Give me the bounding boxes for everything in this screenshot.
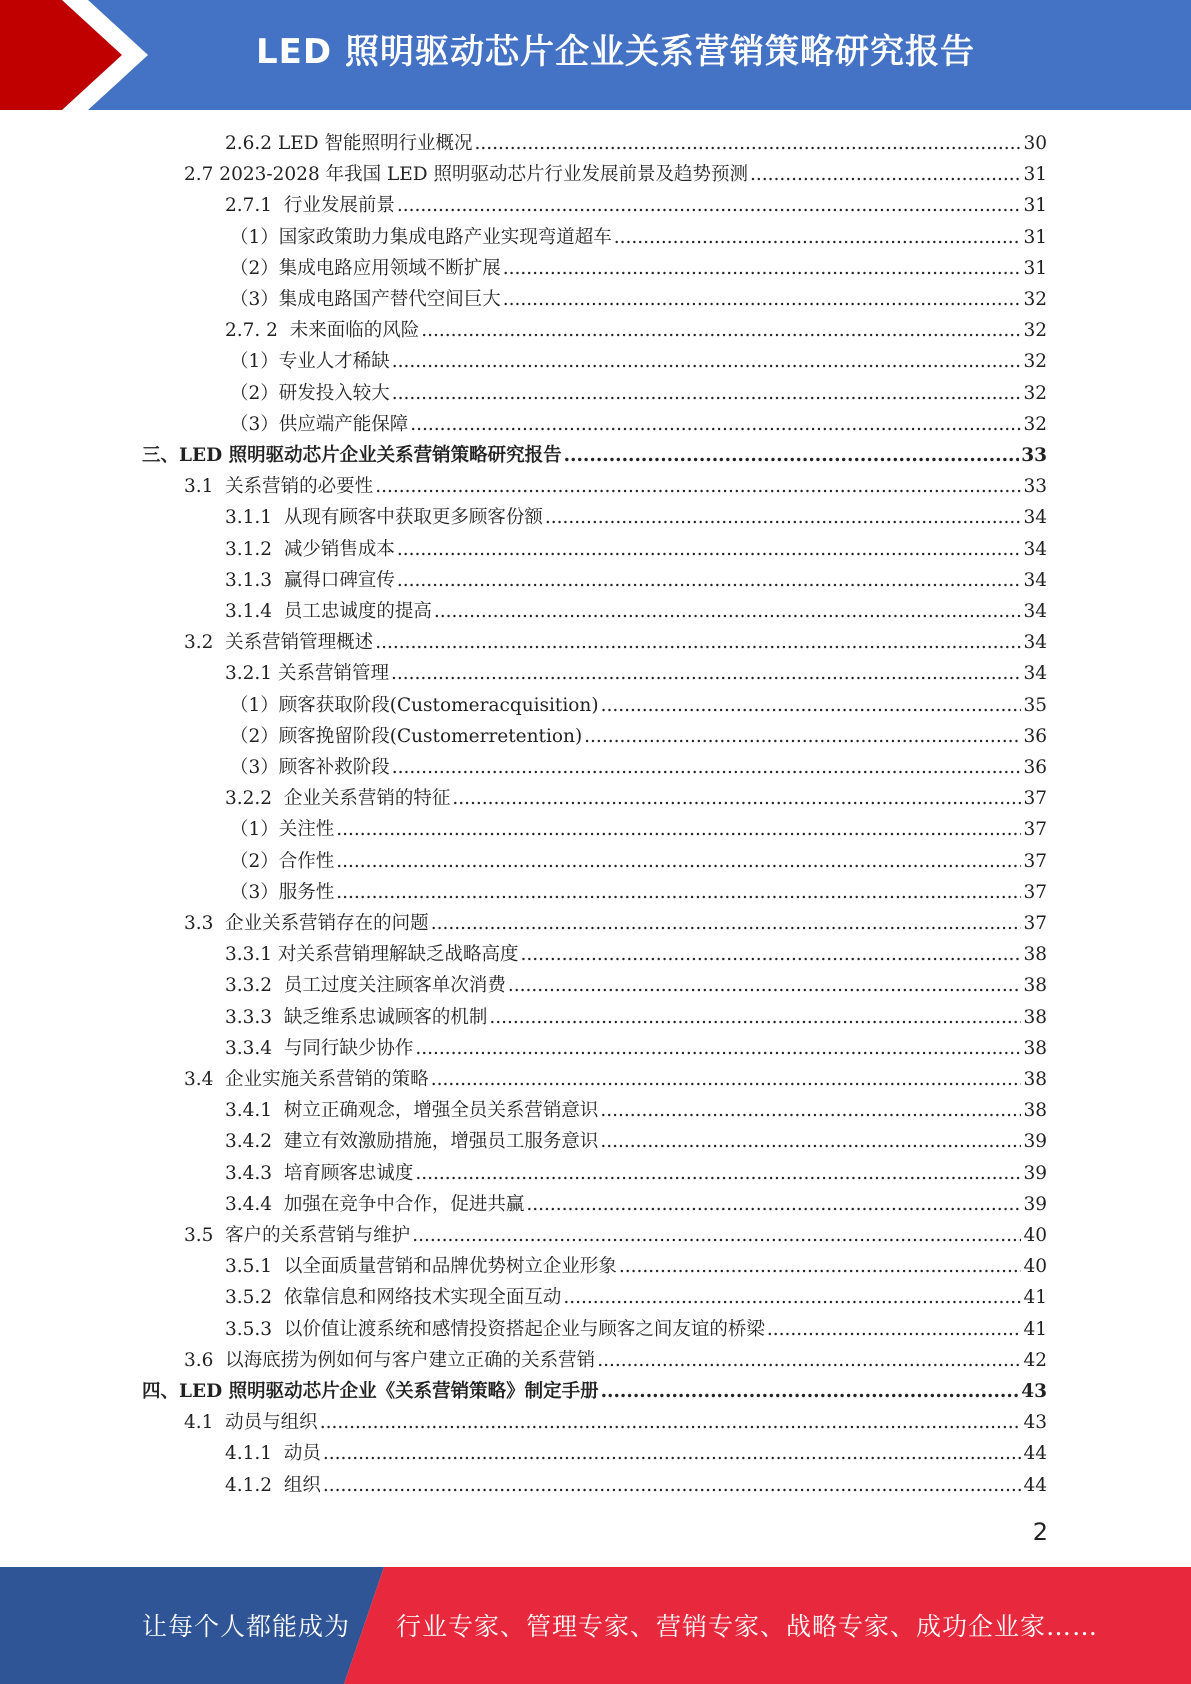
toc-entry-page: 38 bbox=[1023, 1037, 1047, 1059]
toc-dot-leader bbox=[336, 814, 1021, 845]
toc-entry-title: 3.5.3 以价值让渡系统和感情投资搭起企业与顾客之间友谊的桥梁 bbox=[225, 1318, 765, 1340]
toc-dot-leader bbox=[392, 378, 1022, 409]
toc-entry[interactable] bbox=[184, 627, 1047, 658]
toc-entry[interactable] bbox=[225, 1189, 1047, 1220]
toc-dot-leader bbox=[600, 1095, 1021, 1126]
toc-entry[interactable] bbox=[184, 1064, 1047, 1095]
footer-expert-list: 行业专家、管理专家、营销专家、战略专家、成功企业家…… bbox=[396, 1612, 1099, 1641]
toc-dot-leader bbox=[397, 565, 1022, 596]
toc-dot-leader bbox=[320, 1407, 1022, 1438]
toc-entry-title: （1）专业人才稀缺 bbox=[230, 351, 390, 373]
toc-entry[interactable] bbox=[225, 1002, 1047, 1033]
toc-dot-leader bbox=[767, 1314, 1022, 1345]
toc-entry-page: 40 bbox=[1023, 1256, 1047, 1278]
toc-dot-leader bbox=[564, 440, 1020, 471]
toc-dot-leader bbox=[392, 346, 1022, 377]
toc-entry-title: 3.6 以海底捞为例如何与客户建立正确的关系营销 bbox=[184, 1349, 596, 1371]
toc-entry[interactable] bbox=[230, 284, 1047, 315]
toc-entry-page: 34 bbox=[1023, 663, 1047, 685]
report-title: LED 照明驱动芯片企业关系营销策略研究报告 bbox=[256, 32, 975, 72]
toc-entry[interactable] bbox=[230, 752, 1047, 783]
toc-entry-title: 2.7. 2 未来面临的风险 bbox=[225, 320, 420, 342]
toc-entry-page: 39 bbox=[1023, 1131, 1047, 1153]
toc-dot-leader bbox=[375, 471, 1021, 502]
toc-entry-title: （1）顾客获取阶段(Customeracquisition) bbox=[230, 694, 599, 716]
toc-dot-leader bbox=[545, 502, 1022, 533]
toc-entry-title: 3.1.2 减少销售成本 bbox=[225, 538, 395, 560]
toc-entry-page: 34 bbox=[1023, 507, 1047, 529]
toc-dot-leader bbox=[601, 1376, 1020, 1407]
toc-entry-page: 41 bbox=[1023, 1318, 1047, 1340]
page-number: 2 bbox=[1032, 1518, 1048, 1546]
toc-entry[interactable] bbox=[225, 1126, 1047, 1157]
toc-entry[interactable] bbox=[225, 1158, 1047, 1189]
toc-entry[interactable] bbox=[184, 1220, 1047, 1251]
toc-entry-title: 3.4.3 培育顾客忠诚度 bbox=[225, 1162, 414, 1184]
toc-entry-page: 36 bbox=[1023, 757, 1047, 778]
toc-entry-title: （3）顾客补救阶段 bbox=[230, 757, 390, 778]
toc-dot-leader bbox=[503, 284, 1022, 315]
toc-entry-title: 3.1 关系营销的必要性 bbox=[184, 476, 374, 498]
toc-entry-page: 38 bbox=[1023, 975, 1047, 997]
toc-entry-title: 4.1 动员与组织 bbox=[184, 1412, 318, 1434]
toc-dot-leader bbox=[431, 908, 1022, 939]
toc-entry-title: 3.3.2 员工过度关注顾客单次消费 bbox=[225, 975, 506, 997]
toc-entry[interactable] bbox=[225, 128, 1047, 159]
toc-dot-leader bbox=[597, 1345, 1021, 1376]
toc-entry-page: 38 bbox=[1023, 944, 1047, 966]
toc-dot-leader bbox=[526, 1189, 1021, 1220]
toc-entry-page: 32 bbox=[1023, 351, 1047, 373]
toc-entry-title: 3.4.1 树立正确观念，增强全员关系营销意识 bbox=[225, 1100, 599, 1122]
toc-entry[interactable] bbox=[225, 1282, 1047, 1313]
toc-dot-leader bbox=[520, 939, 1021, 970]
footer-slogan: 让每个人都能成为 bbox=[142, 1612, 351, 1641]
toc-entry-page: 37 bbox=[1023, 913, 1047, 934]
toc-entry[interactable] bbox=[230, 877, 1047, 908]
page-footer bbox=[0, 1567, 1191, 1684]
toc-dot-leader bbox=[391, 658, 1021, 689]
toc-entry-title: （2）集成电路应用领域不断扩展 bbox=[230, 257, 501, 279]
toc-entry-page: 37 bbox=[1023, 819, 1047, 841]
toc-dot-leader bbox=[323, 1470, 1022, 1501]
toc-entry-title: （3）服务性 bbox=[230, 881, 335, 903]
toc-entry-page: 38 bbox=[1023, 1100, 1047, 1122]
toc-entry[interactable] bbox=[225, 190, 1047, 221]
toc-entry-page: 33 bbox=[1021, 445, 1047, 466]
toc-entry-title: 3.3.3 缺乏维系忠诚顾客的机制 bbox=[225, 1006, 488, 1028]
toc-entry-title: 3.3.4 与同行缺少协作 bbox=[225, 1037, 414, 1059]
toc-entry-page: 34 bbox=[1023, 569, 1047, 591]
toc-entry-page: 32 bbox=[1023, 413, 1047, 435]
toc-entry-page: 42 bbox=[1023, 1349, 1047, 1371]
toc-entry[interactable] bbox=[230, 378, 1047, 409]
report-header bbox=[0, 0, 1191, 110]
toc-dot-leader bbox=[508, 970, 1022, 1001]
toc-dot-leader bbox=[584, 721, 1021, 752]
toc-entry-page: 37 bbox=[1023, 881, 1047, 903]
toc-dot-leader bbox=[410, 409, 1021, 440]
toc-entry-title: 三、LED 照明驱动芯片企业关系营销策略研究报告 bbox=[142, 445, 562, 466]
toc-entry[interactable] bbox=[230, 253, 1047, 284]
toc-entry-page: 43 bbox=[1023, 1412, 1047, 1434]
toc-entry-title: （1）关注性 bbox=[230, 819, 335, 841]
toc-dot-leader bbox=[397, 534, 1022, 565]
toc-entry[interactable] bbox=[225, 1251, 1047, 1282]
toc-entry-title: 3.2 关系营销管理概述 bbox=[184, 632, 374, 654]
toc-entry-title: 4.1.1 动员 bbox=[225, 1443, 321, 1465]
toc-entry-title: 2.6.2 LED 智能照明行业概况 bbox=[225, 133, 473, 154]
toc-entry-title: 3.5.2 依靠信息和网络技术实现全面互动 bbox=[225, 1287, 562, 1309]
toc-entry[interactable] bbox=[225, 565, 1047, 596]
toc-entry-page: 43 bbox=[1021, 1381, 1047, 1402]
toc-entry-page: 32 bbox=[1023, 320, 1047, 342]
toc-entry[interactable] bbox=[225, 970, 1047, 1001]
toc-entry-page: 38 bbox=[1023, 1006, 1047, 1028]
toc-entry[interactable] bbox=[225, 1314, 1047, 1345]
toc-dot-leader bbox=[614, 222, 1022, 253]
toc-entry[interactable] bbox=[184, 471, 1047, 502]
toc-entry[interactable] bbox=[225, 1438, 1047, 1469]
toc-entry[interactable] bbox=[230, 690, 1047, 721]
toc-entry-title: 3.1.1 从现有顾客中获取更多顾客份额 bbox=[225, 507, 543, 529]
toc-entry[interactable] bbox=[230, 814, 1047, 845]
toc-entry-page: 30 bbox=[1023, 133, 1047, 154]
toc-entry-page: 34 bbox=[1023, 632, 1047, 654]
toc-entry-page: 44 bbox=[1023, 1443, 1047, 1465]
toc-entry-title: 3.4.4 加强在竞争中合作，促进共赢 bbox=[225, 1193, 525, 1215]
toc-entry-page: 37 bbox=[1023, 850, 1047, 872]
toc-entry-title: （2）合作性 bbox=[230, 850, 335, 872]
toc-dot-leader bbox=[323, 1438, 1022, 1469]
toc-dot-leader bbox=[750, 159, 1021, 190]
toc-entry[interactable] bbox=[225, 1095, 1047, 1126]
toc-entry-title: 3.3.1 对关系营销理解缺乏战略高度 bbox=[225, 944, 519, 966]
toc-entry-page: 39 bbox=[1023, 1193, 1047, 1215]
toc-entry[interactable] bbox=[225, 1033, 1047, 1064]
toc-entry[interactable] bbox=[225, 783, 1047, 814]
toc-entry-page: 32 bbox=[1023, 289, 1047, 310]
toc-entry-page: 31 bbox=[1023, 257, 1047, 279]
toc-entry-page: 31 bbox=[1023, 164, 1047, 186]
toc-entry-title: 3.3 企业关系营销存在的问题 bbox=[184, 913, 429, 934]
toc-dot-leader bbox=[397, 190, 1022, 221]
toc-entry[interactable] bbox=[142, 440, 1047, 471]
toc-dot-leader bbox=[431, 1064, 1022, 1095]
toc-entry[interactable] bbox=[225, 1470, 1047, 1501]
toc-entry[interactable] bbox=[225, 502, 1047, 533]
toc-entry-page: 35 bbox=[1023, 694, 1047, 716]
toc-entry-title: （2）顾客挽留阶段(Customerretention) bbox=[230, 725, 583, 747]
toc-entry[interactable] bbox=[184, 159, 1047, 190]
toc-entry-title: 2.7 2023-2028 年我国 LED 照明驱动芯片行业发展前景及趋势预测 bbox=[184, 164, 748, 186]
toc-entry[interactable] bbox=[230, 721, 1047, 752]
toc-entry-title: 4.1.2 组织 bbox=[225, 1474, 321, 1496]
toc-entry-page: 33 bbox=[1023, 476, 1047, 498]
toc-entry-page: 38 bbox=[1023, 1069, 1047, 1090]
toc-dot-leader bbox=[563, 1282, 1021, 1313]
toc-entry-page: 41 bbox=[1023, 1287, 1047, 1309]
toc-dot-leader bbox=[474, 128, 1021, 159]
toc-dot-leader bbox=[392, 752, 1022, 783]
toc-entry-page: 36 bbox=[1023, 725, 1047, 747]
toc-entry-page: 31 bbox=[1023, 226, 1047, 248]
toc-entry-title: 3.1.3 赢得口碑宣传 bbox=[225, 569, 395, 591]
toc-dot-leader bbox=[619, 1251, 1022, 1282]
toc-entry-title: 3.2.2 企业关系营销的特征 bbox=[225, 788, 451, 810]
toc-entry-title: 2.7.1 行业发展前景 bbox=[225, 195, 395, 217]
toc-entry-title: （3）集成电路国产替代空间巨大 bbox=[230, 289, 501, 310]
toc-dot-leader bbox=[503, 253, 1022, 284]
toc-dot-leader bbox=[421, 315, 1021, 346]
toc-entry[interactable] bbox=[230, 346, 1047, 377]
toc-entry-page: 31 bbox=[1023, 195, 1047, 217]
toc-entry[interactable] bbox=[230, 846, 1047, 877]
toc-entry-page: 40 bbox=[1023, 1225, 1047, 1246]
toc-entry[interactable] bbox=[184, 908, 1047, 939]
toc-entry-title: （1）国家政策助力集成电路产业实现弯道超车 bbox=[230, 226, 612, 248]
toc-dot-leader bbox=[336, 877, 1021, 908]
toc-entry[interactable] bbox=[230, 409, 1047, 440]
toc-entry[interactable] bbox=[225, 939, 1047, 970]
toc-entry-title: 3.5.1 以全面质量营销和品牌优势树立企业形象 bbox=[225, 1256, 617, 1278]
toc-entry-title: 3.4.2 建立有效激励措施，增强员工服务意识 bbox=[225, 1131, 599, 1153]
toc-entry-page: 44 bbox=[1023, 1474, 1047, 1496]
toc-dot-leader bbox=[415, 1158, 1021, 1189]
toc-entry-title: （3）供应端产能保障 bbox=[230, 413, 409, 435]
toc-entry[interactable] bbox=[225, 534, 1047, 565]
toc-entry[interactable] bbox=[225, 315, 1047, 346]
toc-dot-leader bbox=[412, 1220, 1021, 1251]
toc-dot-leader bbox=[452, 783, 1021, 814]
toc-entry[interactable] bbox=[225, 658, 1047, 689]
toc-entry-title: 3.1.4 员工忠诚度的提高 bbox=[225, 601, 432, 622]
toc-entry-title: 四、LED 照明驱动芯片企业《关系营销策略》制定手册 bbox=[142, 1381, 599, 1402]
toc-dot-leader bbox=[600, 1126, 1021, 1157]
toc-entry-page: 37 bbox=[1023, 788, 1047, 810]
toc-entry[interactable] bbox=[184, 1345, 1047, 1376]
toc-dot-leader bbox=[415, 1033, 1021, 1064]
toc-entry-title: （2）研发投入较大 bbox=[230, 382, 390, 404]
toc-entry-page: 32 bbox=[1023, 382, 1047, 404]
toc-entry-page: 39 bbox=[1023, 1162, 1047, 1184]
toc-entry-page: 34 bbox=[1023, 538, 1047, 560]
toc-entry-title: 3.4 企业实施关系营销的策略 bbox=[184, 1069, 429, 1090]
toc-entry[interactable] bbox=[184, 1407, 1047, 1438]
toc-dot-leader bbox=[489, 1002, 1021, 1033]
toc-dot-leader bbox=[336, 846, 1021, 877]
toc-entry[interactable] bbox=[142, 1376, 1047, 1407]
toc-entry-page: 34 bbox=[1023, 601, 1047, 622]
toc-entry-title: 3.5 客户的关系营销与维护 bbox=[184, 1225, 411, 1246]
toc-dot-leader bbox=[601, 690, 1022, 721]
toc-entry-title: 3.2.1 关系营销管理 bbox=[225, 663, 389, 685]
toc-entry[interactable] bbox=[230, 222, 1047, 253]
toc-dot-leader bbox=[434, 596, 1022, 627]
toc-entry[interactable] bbox=[225, 596, 1047, 627]
toc-dot-leader bbox=[375, 627, 1021, 658]
